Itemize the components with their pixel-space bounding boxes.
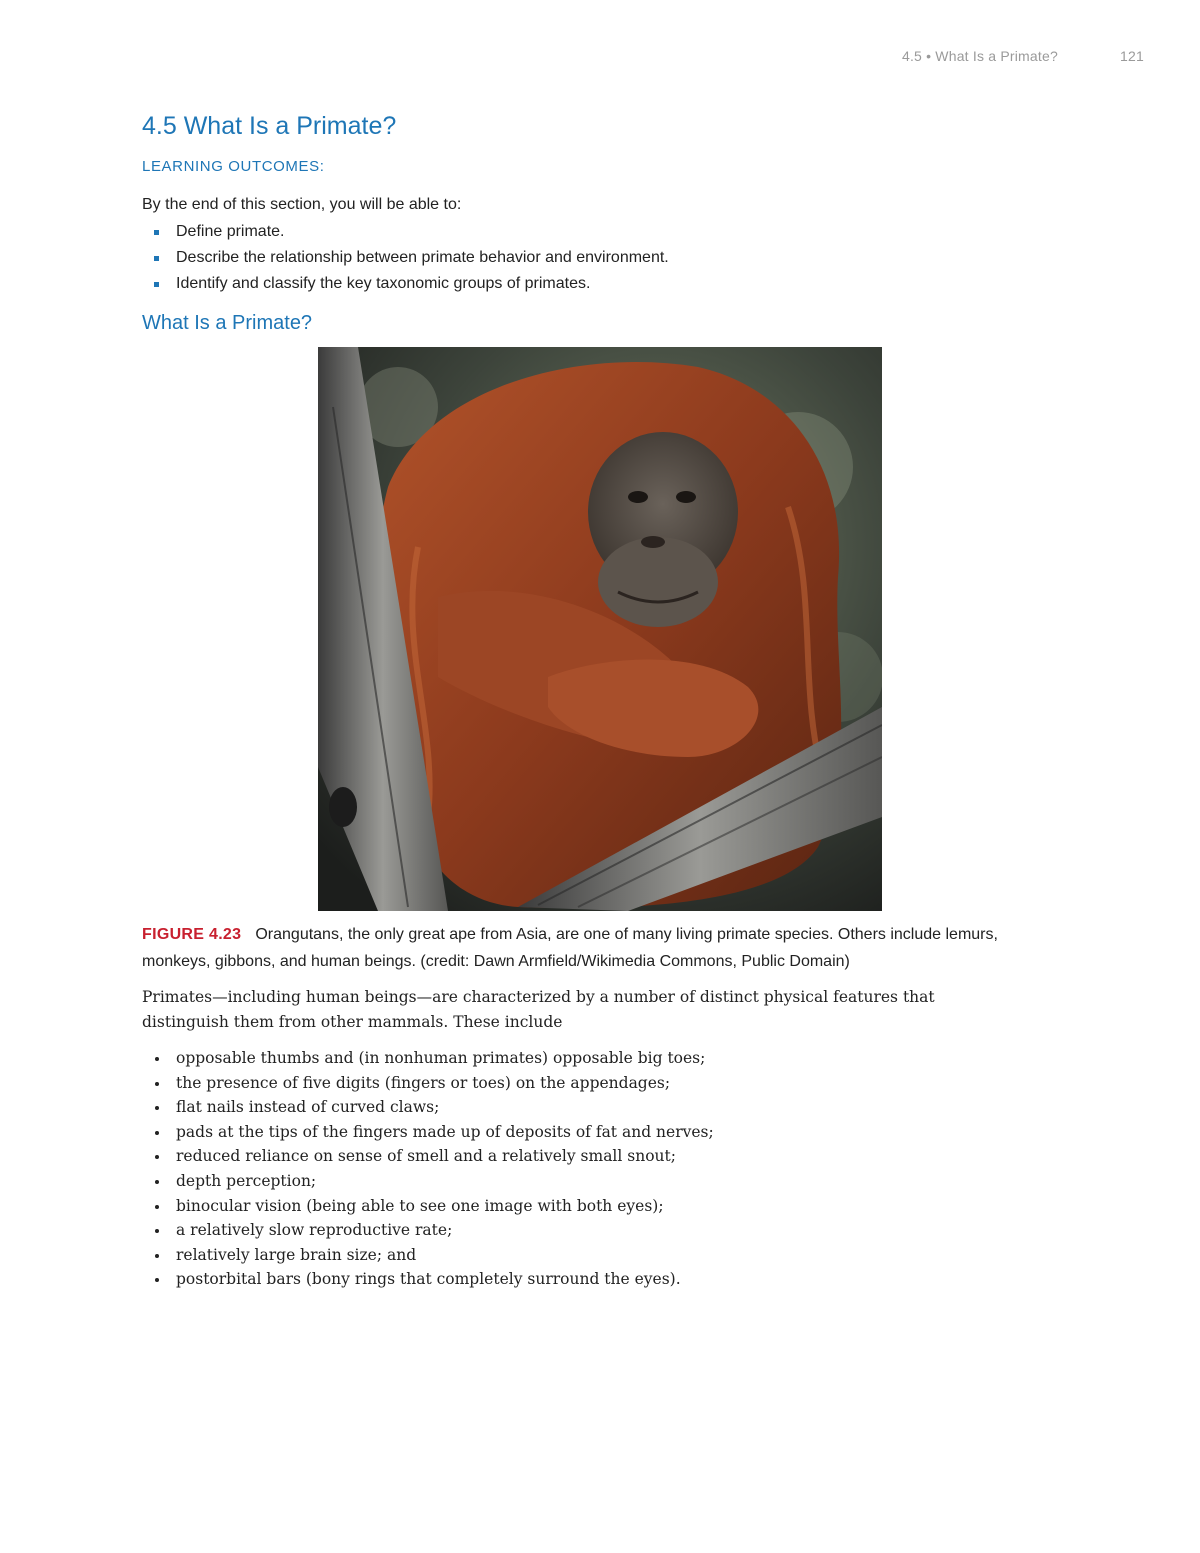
list-item: reduced reliance on sense of smell and a relatively small snout; bbox=[152, 1145, 714, 1170]
square-bullet-icon bbox=[154, 282, 159, 287]
square-bullet-icon bbox=[154, 256, 159, 261]
primate-traits-list bbox=[152, 1047, 714, 1293]
bullet-icon bbox=[155, 1205, 159, 1209]
bullet-icon bbox=[155, 1057, 159, 1061]
figure-caption bbox=[142, 921, 1042, 975]
list-item: binocular vision (being able to see one image with both eyes); bbox=[152, 1195, 714, 1220]
orangutan-illustration bbox=[318, 347, 882, 911]
bullet-icon bbox=[155, 1106, 159, 1110]
bullet-icon bbox=[155, 1155, 159, 1159]
bullet-icon bbox=[155, 1229, 159, 1233]
running-head bbox=[902, 48, 1144, 64]
page-number: 121 bbox=[1120, 48, 1144, 64]
list-item: depth perception; bbox=[152, 1170, 714, 1195]
running-head-title: 4.5 • What Is a Primate? bbox=[901, 48, 1058, 64]
bullet-icon bbox=[155, 1180, 159, 1184]
section-title: 4.5 What Is a Primate? bbox=[142, 112, 397, 140]
list-item: flat nails instead of curved claws; bbox=[152, 1096, 714, 1121]
learning-outcomes-intro: By the end of this section, you will be able to: bbox=[142, 196, 462, 213]
learning-outcome-item: Define primate. bbox=[152, 222, 669, 248]
learning-outcomes-list bbox=[152, 222, 669, 300]
list-item: opposable thumbs and (in nonhuman primates) opposable big toes; bbox=[152, 1047, 714, 1072]
square-bullet-icon bbox=[154, 230, 159, 235]
bullet-icon bbox=[155, 1082, 159, 1086]
learning-outcome-item: Identify and classify the key taxonomic groups of primates. bbox=[152, 274, 669, 300]
learning-outcome-item: Describe the relationship between primate behavior and environment. bbox=[152, 248, 669, 274]
subsection-title: What Is a Primate? bbox=[142, 312, 313, 334]
orangutan-photo bbox=[318, 347, 882, 911]
list-item: postorbital bars (bony rings that completely surround the eyes). bbox=[152, 1268, 714, 1293]
learning-outcomes-title: LEARNING OUTCOMES: bbox=[142, 158, 325, 175]
figure-caption-text: Orangutans, the only great ape from Asia, are one of many living primate species. Others include lemurs, monkeys, gibbons, and human beings. (credit: Dawn Armfield/Wikimedia Commons, Public Domain) bbox=[142, 926, 998, 970]
figure-label: FIGURE 4.23 bbox=[142, 926, 242, 943]
list-item: the presence of five digits (fingers or toes) on the appendages; bbox=[152, 1072, 714, 1097]
bullet-icon bbox=[155, 1278, 159, 1282]
bullet-icon bbox=[155, 1254, 159, 1258]
bullet-icon bbox=[155, 1131, 159, 1135]
list-item: pads at the tips of the fingers made up of deposits of fat and nerves; bbox=[152, 1121, 714, 1146]
body-paragraph: Primates—including human beings—are characterized by a number of distinct physical features that distinguish them from other mammals. These include bbox=[142, 988, 935, 1031]
list-item: a relatively slow reproductive rate; bbox=[152, 1219, 714, 1244]
list-item: relatively large brain size; and bbox=[152, 1244, 714, 1269]
